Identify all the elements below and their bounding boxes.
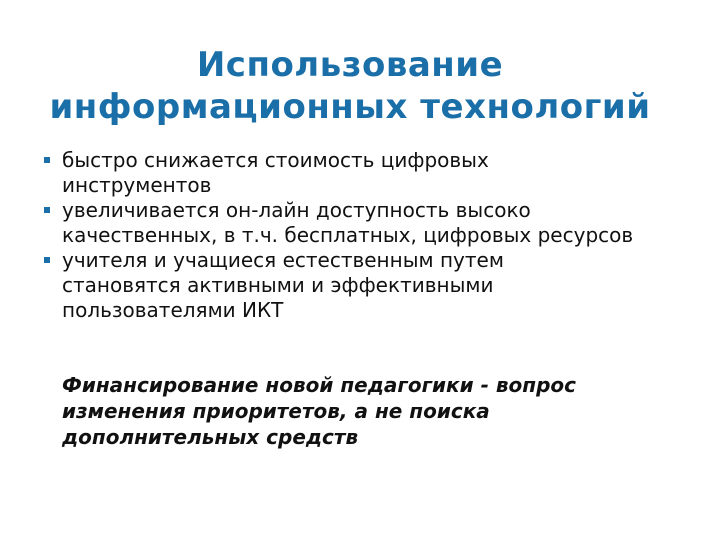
square-bullet-icon [44,157,50,163]
emphasis-note-line: изменения приоритетов, а не поиска [62,399,490,423]
bullet-text-line: пользователями ИКТ [62,298,284,322]
emphasis-note-line: Финансирование новой педагогики - вопрос [62,373,576,397]
square-bullet-icon [44,207,50,213]
bullet-text-line: увеличивается он-лайн доступность высоко [62,198,531,222]
slide-title-line: информационных технологий [49,87,651,127]
emphasis-note-line: дополнительных средств [62,425,359,449]
bullet-item [44,148,694,198]
square-bullet-icon [44,257,50,263]
bullet-text-line: инструментов [62,173,212,197]
bullet-text-line: качественных, в т.ч. бесплатных, цифровых ресурсов [62,223,634,247]
bullet-item [44,198,694,248]
slide-title [20,44,680,128]
bullet-list [44,148,694,323]
emphasis-note [62,372,682,450]
bullet-text-line: учителя и учащиеся естественным путем [62,248,504,272]
bullet-text-line: быстро снижается стоимость цифровых [62,148,489,172]
bullet-text-line: становятся активными и эффективными [62,273,494,297]
slide-title-line: Использование [196,45,504,85]
bullet-item [44,248,694,323]
